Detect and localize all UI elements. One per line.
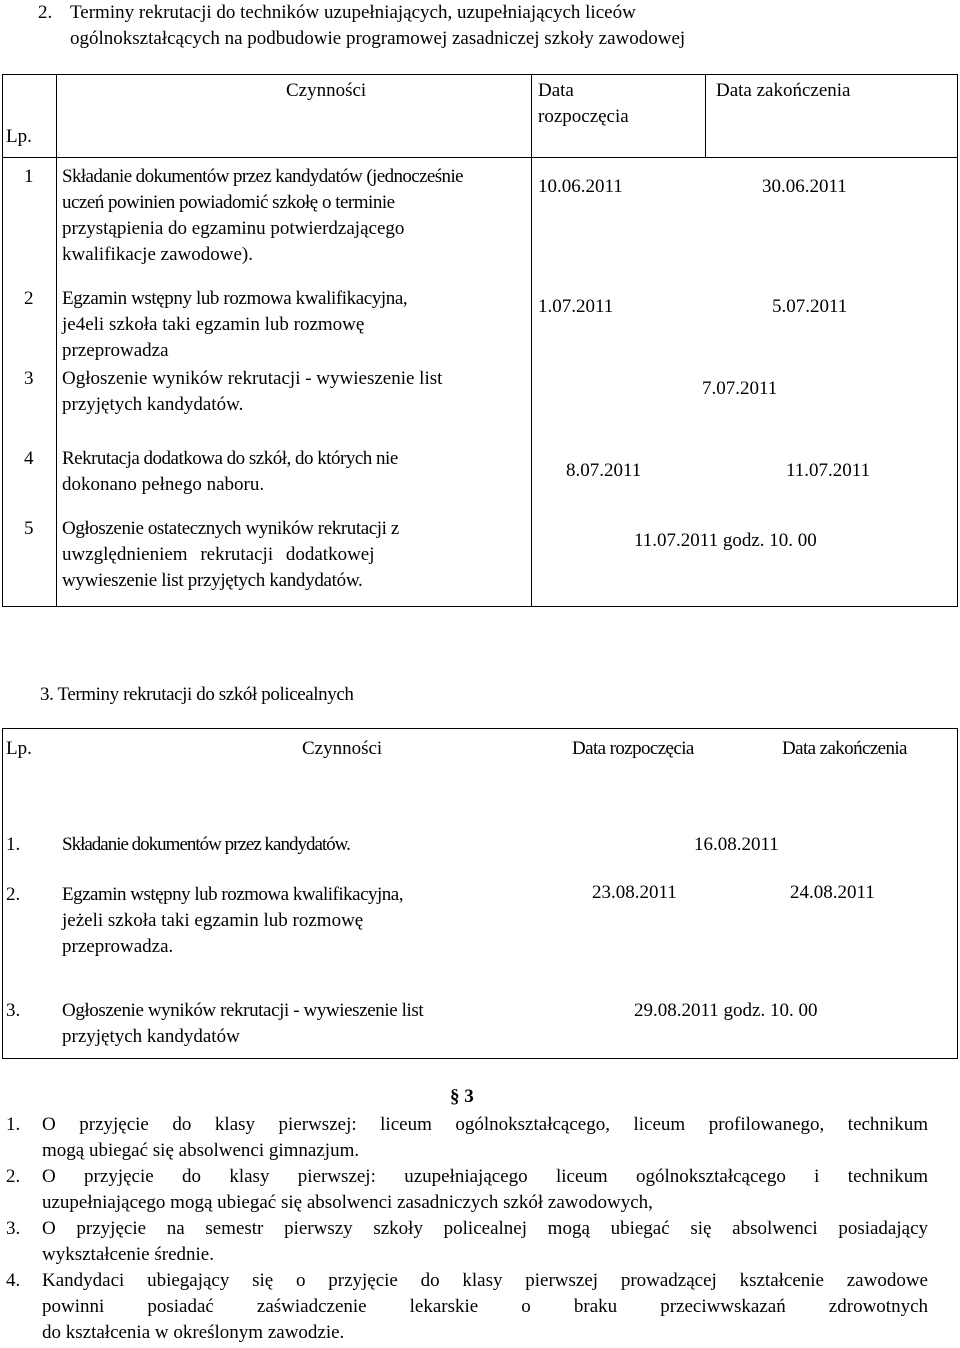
table1-row4-start: 8.07.2011 bbox=[566, 460, 642, 481]
table1-header-activity: Czynności bbox=[286, 80, 367, 101]
table2-row3-line2: przyjętych kandydatów bbox=[62, 1026, 240, 1047]
table1-row1-line4: kwalifikacje zawodowe). bbox=[62, 244, 253, 265]
table1-row5-date: 11.07.2011 godz. 10. 00 bbox=[634, 530, 817, 551]
table1-row1-start: 10.06.2011 bbox=[538, 176, 623, 197]
paragraph-item-4-line2: powinni posiadać zaświadczenie lekarskie o braku przeciwwskazań zdrowotnych bbox=[42, 1296, 928, 1317]
paragraph-item-4-line3: do kształcenia w określonym zawodzie. bbox=[42, 1322, 345, 1343]
table2-row2-end: 24.08.2011 bbox=[790, 882, 875, 903]
table1-row5-line2: uwzględnieniem rekrutacji dodatkowej bbox=[62, 544, 375, 565]
section3-title: 3. Terminy rekrutacji do szkół policealnych bbox=[40, 684, 354, 705]
table1-row2-end: 5.07.2011 bbox=[772, 296, 848, 317]
paragraph-mark: § 3 bbox=[450, 1086, 474, 1107]
table1-row3-date: 7.07.2011 bbox=[702, 378, 778, 399]
table2-row3-date: 29.08.2011 godz. 10. 00 bbox=[634, 1000, 818, 1021]
paragraph-item-1-line2: mogą ubiegać się absolwenci gimnazjum. bbox=[42, 1140, 360, 1161]
table1-row3-line1: Ogłoszenie wyników rekrutacji - wywieszenie list bbox=[62, 368, 443, 389]
table1-row2-line2: je4eli szkoła taki egzamin lub rozmowę bbox=[62, 314, 365, 335]
table2-header-lp: Lp. bbox=[6, 738, 32, 759]
table2-row1-lp: 1. bbox=[6, 834, 21, 855]
table2-row2-lp: 2. bbox=[6, 884, 21, 905]
table2-row3-line1: Ogłoszenie wyników rekrutacji - wywieszenie list bbox=[62, 1000, 424, 1021]
table1-row5-line1: Ogłoszenie ostatecznych wyników rekrutacji z bbox=[62, 518, 399, 539]
table1-row2-line3: przeprowadza bbox=[62, 340, 169, 361]
section2-number: 2. bbox=[38, 2, 53, 23]
table1-row4-lp: 4 bbox=[24, 448, 34, 469]
table2-row2-line2: jeżeli szkoła taki egzamin lub rozmowę bbox=[62, 910, 364, 931]
table1-header-lp: Lp. bbox=[6, 126, 32, 147]
table1-row5-lp: 5 bbox=[24, 518, 34, 539]
table1-row1-line3: przystąpienia do egzaminu potwierdzającego bbox=[62, 218, 405, 239]
section2-title-line1: Terminy rekrutacji do techników uzupełniających, uzupełniających liceów bbox=[70, 2, 636, 23]
table2-row1-date: 16.08.2011 bbox=[694, 834, 779, 855]
table1-header-end: Data zakończenia bbox=[716, 80, 851, 101]
table1-row4-end: 11.07.2011 bbox=[786, 460, 871, 481]
table2-row3-lp: 3. bbox=[6, 1000, 21, 1021]
table1-row1-line2: uczeń powinien powiadomić szkołę o terminie bbox=[62, 192, 395, 213]
table1-row5-line3: wywieszenie list przyjętych kandydatów. bbox=[62, 570, 363, 591]
paragraph-item-3-line1: O przyjęcie na semestr pierwszy szkoły policealnej mogą ubiegać się absolwenci posiadający bbox=[42, 1218, 928, 1239]
table1-row1-line1: Składanie dokumentów przez kandydatów (jednocześnie bbox=[62, 166, 463, 187]
table1-row1-lp: 1 bbox=[24, 166, 34, 187]
table1-row1-end: 30.06.2011 bbox=[762, 176, 847, 197]
table1-row3-line2: przyjętych kandydatów. bbox=[62, 394, 244, 415]
table1-row2-line1: Egzamin wstępny lub rozmowa kwalifikacyjna, bbox=[62, 288, 408, 309]
table1-row2-start: 1.07.2011 bbox=[538, 296, 614, 317]
table2-row2-line3: przeprowadza. bbox=[62, 936, 174, 957]
table2-row2-start: 23.08.2011 bbox=[592, 882, 677, 903]
table1-row4-line2: dokonano pełnego naboru. bbox=[62, 474, 265, 495]
table2-header-end: Data zakończenia bbox=[782, 738, 907, 759]
paragraph-item-2-line2: uzupełniającego mogą ubiegać się absolwenci zasadniczych szkół zawodowych, bbox=[42, 1192, 653, 1213]
table1-header-start-line2: rozpoczęcia bbox=[538, 106, 629, 127]
table2-row1-line1: Składanie dokumentów przez kandydatów. bbox=[62, 834, 350, 855]
table2-header-activity: Czynności bbox=[302, 738, 383, 759]
table1-header-start-line1: Data bbox=[538, 80, 574, 101]
paragraph-item-2-line1: O przyjęcie do klasy pierwszej: uzupełniającego liceum ogólnokształcącego i technikum bbox=[42, 1166, 928, 1187]
table1-row2-lp: 2 bbox=[24, 288, 34, 309]
table1-row3-lp: 3 bbox=[24, 368, 34, 389]
paragraph-item-2-number: 2. bbox=[6, 1166, 21, 1187]
paragraph-item-1-number: 1. bbox=[6, 1114, 21, 1135]
paragraph-item-3-line2: wykształcenie średnie. bbox=[42, 1244, 214, 1265]
paragraph-item-3-number: 3. bbox=[6, 1218, 21, 1239]
paragraph-item-4-number: 4. bbox=[6, 1270, 21, 1291]
table2-row2-line1: Egzamin wstępny lub rozmowa kwalifikacyjna, bbox=[62, 884, 403, 905]
paragraph-item-1-line1: O przyjęcie do klasy pierwszej: liceum ogólnokształcącego, liceum profilowanego, technikum bbox=[42, 1114, 928, 1135]
table1-row4-line1: Rekrutacja dodatkowa do szkół, do których nie bbox=[62, 448, 398, 469]
paragraph-item-4-line1: Kandydaci ubiegający się o przyjęcie do klasy pierwszej prowadzącej kształcenie zawodowe bbox=[42, 1270, 928, 1291]
table2-header-start: Data rozpoczęcia bbox=[572, 738, 694, 759]
section2-title-line2: ogólnokształcących na podbudowie programowej zasadniczej szkoły zawodowej bbox=[70, 28, 686, 49]
